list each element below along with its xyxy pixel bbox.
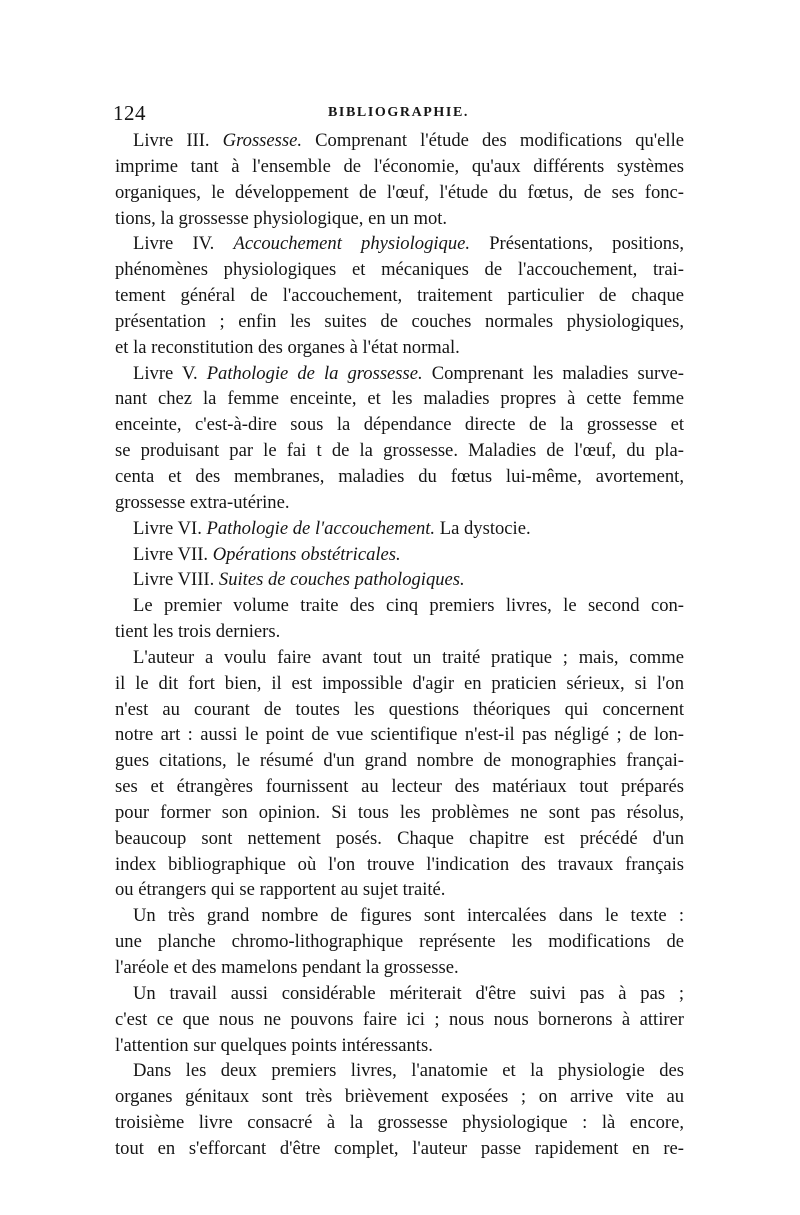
text-line: il le dit fort bien, il est impossible d'agir en praticien sérieux, si l'on [115, 672, 684, 694]
text-line: se produisant par le fai t de la grossesse. Maladies de l'œuf, du pla- [115, 440, 684, 462]
running-head [113, 100, 684, 126]
text-line: nant chez la femme enceinte, et les maladies propres à cette femme [115, 388, 684, 410]
text-line: notre art : aussi le point de vue scientifique n'est-il pas négligé ; de lon- [115, 724, 684, 746]
text-line: et la reconstitution des organes à l'état normal. [115, 336, 460, 358]
text-line: Livre VII. Opérations obstétricales. [133, 543, 401, 565]
page-number: 124 [113, 101, 146, 125]
text-line: Livre V. Pathologie de la grossesse. Comprenant les maladies surve- [133, 362, 684, 384]
text-line: gues citations, le résumé d'un grand nombre de monographies françai- [115, 750, 684, 772]
text-line: Livre VIII. Suites de couches pathologiques. [133, 569, 465, 591]
text-line: imprime tant à l'ensemble de l'économie, qu'aux différents systèmes [115, 155, 684, 177]
text-line: tient les trois derniers. [115, 621, 281, 643]
text-line: ou étrangers qui se rapportent au sujet traité. [115, 879, 446, 901]
text-line: Livre IV. Accouchement physiologique. Présentations, positions, [133, 233, 684, 255]
text-line: Dans les deux premiers livres, l'anatomie et la physiologie des [133, 1060, 684, 1082]
text-line: présentation ; enfin les suites de couches normales physiologiques, [115, 310, 684, 332]
text-line: l'aréole et des mamelons pendant la grossesse. [115, 957, 459, 978]
text-line: Le premier volume traite des cinq premiers livres, le second con- [133, 595, 684, 617]
text-line: centa et des membranes, maladies du fœtus lui-même, avortement, [115, 465, 684, 487]
text-line: l'attention sur quelques points intéressants. [115, 1034, 433, 1056]
text-line: enceinte, c'est-à-dire sous la dépendance directe de la grossesse et [115, 414, 684, 436]
text-line: organes génitaux sont très brièvement exposées ; on arrive vite au [115, 1086, 684, 1108]
text-line: Un très grand nombre de figures sont intercalées dans le texte : [133, 905, 684, 927]
text-line: organiques, le développement de l'œuf, l'étude du fœtus, de ses fonc- [115, 181, 684, 203]
text-line: c'est ce que nous ne pouvons faire ici ; nous nous bornerons à attirer [115, 1008, 684, 1030]
running-title: BIBLIOGRAPHIE. [327, 105, 470, 120]
text-line: tions, la grossesse physiologique, en un mot. [115, 207, 448, 229]
text-line: troisième livre consacré à la grossesse physiologique : là encore, [115, 1112, 684, 1134]
text-line: Livre VI. Pathologie de l'accouchement. La dystocie. [133, 517, 531, 539]
text-line: Un travail aussi considérable mériterait d'être suivi pas à pas ; [133, 982, 684, 1004]
text-line: Livre III. Grossesse. Comprenant l'étude des modifications qu'elle [133, 130, 684, 151]
text-line: beaucoup sont nettement posés. Chaque chapitre est précédé d'un [115, 827, 684, 849]
text-line: pour former son opinion. Si tous les problèmes ne sont pas résolus, [115, 801, 684, 823]
body-text [115, 128, 684, 1162]
text-line: une planche chromo-lithographique représente les modifications de [115, 931, 684, 953]
text-line: grossesse extra-utérine. [115, 491, 290, 513]
text-line: ses et étrangères fournissent au lecteur des matériaux tout préparés [115, 776, 684, 798]
text-line: n'est au courant de toutes les questions théoriques qui concernent [115, 698, 684, 720]
text-line: tement général de l'accouchement, traitement particulier de chaque [115, 285, 684, 307]
text-line: index bibliographique où l'on trouve l'indication des travaux français [115, 853, 684, 875]
text-line: phénomènes physiologiques et mécaniques de l'accouchement, trai- [115, 259, 684, 281]
text-line: tout en s'efforcant d'être complet, l'auteur passe rapidement en re- [115, 1137, 684, 1159]
text-line: L'auteur a voulu faire avant tout un traité pratique ; mais, comme [133, 646, 684, 668]
